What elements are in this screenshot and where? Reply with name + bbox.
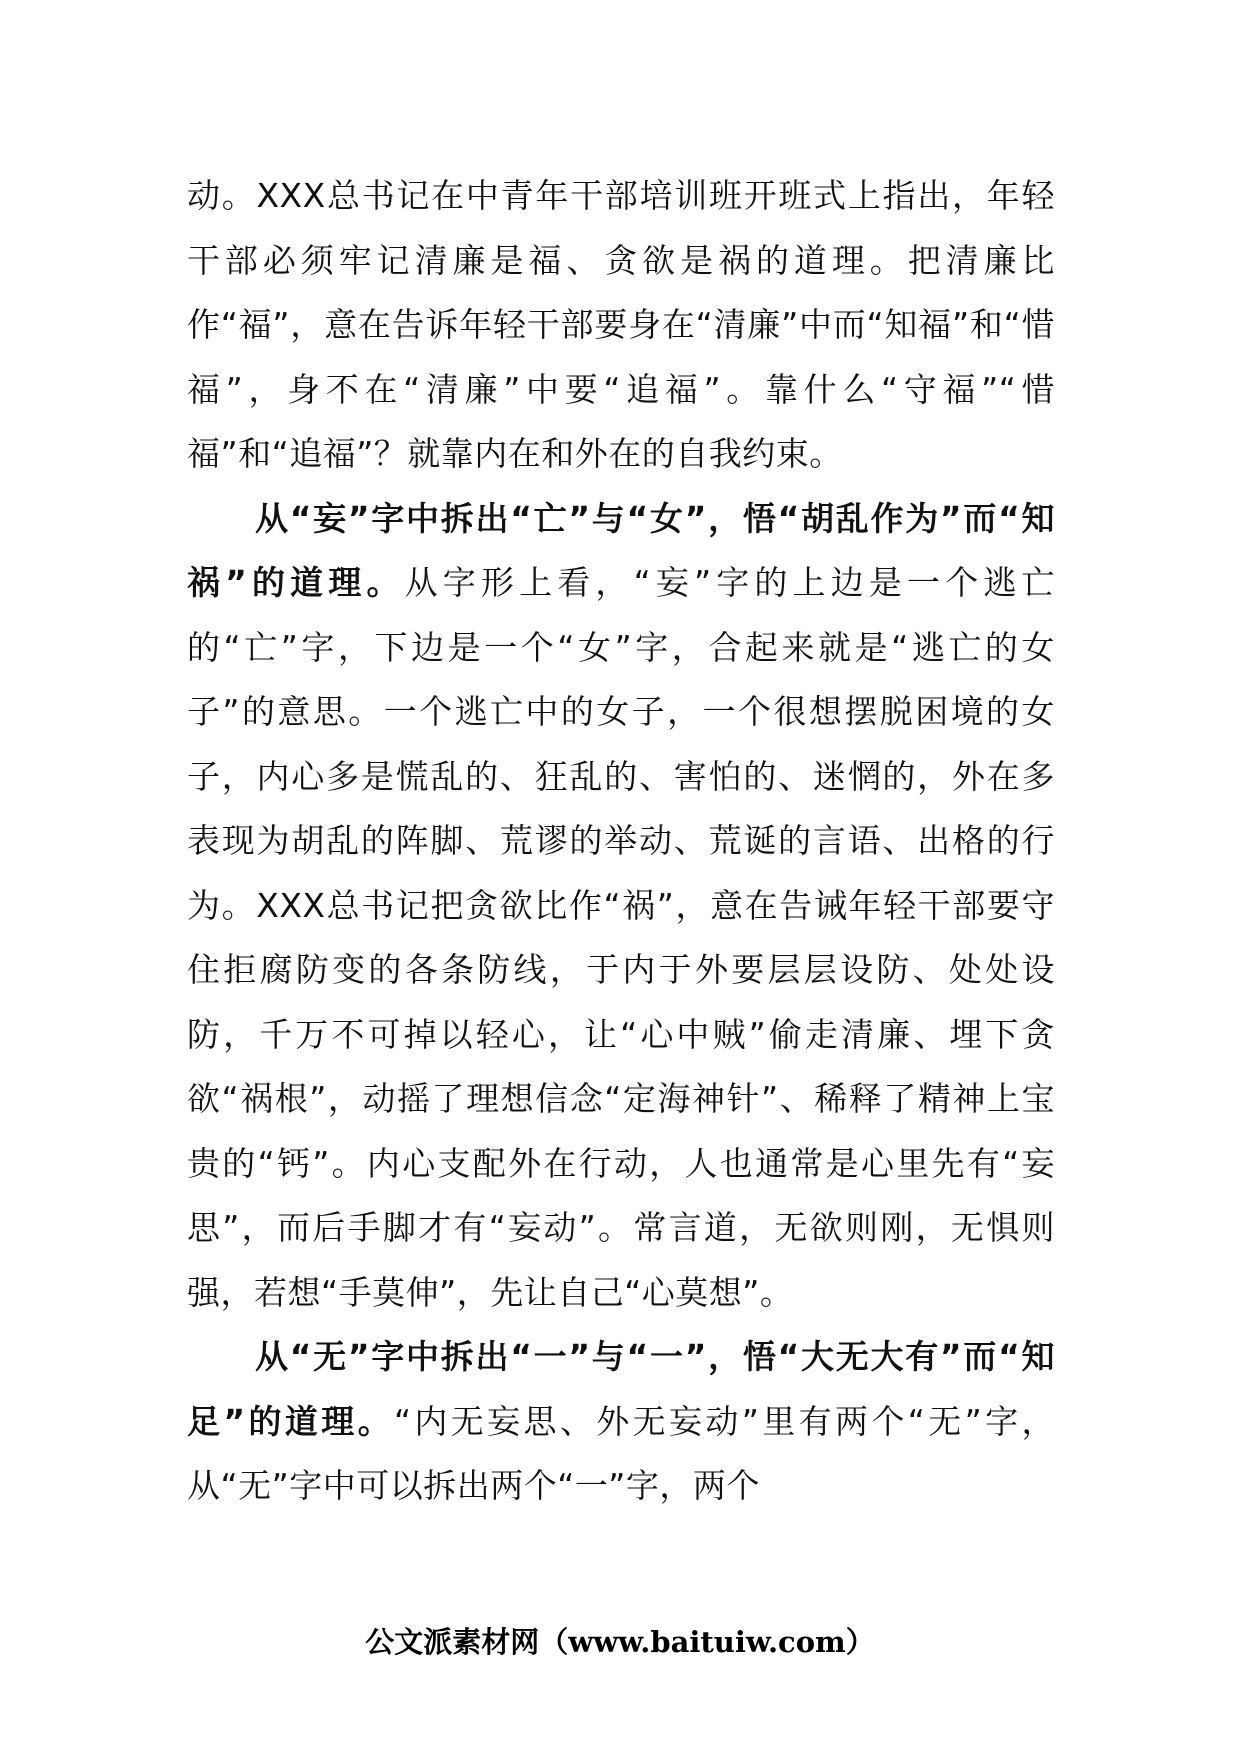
document-body <box>187 164 1055 1519</box>
paragraph-lead-heading: 从“无”字中拆出“一”与“一”，悟“大无大有”而“知足”的道理。 <box>187 1337 1055 1441</box>
page-footer-watermark: 公文派素材网（www.baituiw.com） <box>365 1625 875 1659</box>
paragraph-text: 动。XXX总书记在中青年干部培训班开班式上指出，年轻干部必须牢记清廉是福、贪欲是祸的道理。把清廉比作“福”，意在告诉年轻干部要身在“清廉”中而“知福”和“惜福”，身不在“清廉”中要“追福”。靠什么“守福”“惜福”和“追福”？就靠内在和外在的自我约束。 <box>187 176 1055 473</box>
paragraph-lead-heading: 从“妄”字中拆出“亡”与“女”，悟“胡乱作为”而“知祸”的道理。 <box>187 498 1055 602</box>
paragraph-text: “内无妄思、外无妄动”里有两个“无”字，从“无”字中可以拆出两个“一”字，两个 <box>187 1401 1055 1505</box>
paragraph-continuation <box>187 164 1055 487</box>
paragraph-wang <box>187 487 1055 1326</box>
paragraph-text: 从字形上看，“妄”字的上边是一个逃亡的“亡”字，下边是一个“女”字，合起来就是“逃亡的女子”的意思。一个逃亡中的女子，一个很想摆脱困境的女子，内心多是慌乱的、狂乱的、害怕的、迷惘的，外在多表现为胡乱的阵脚、荒谬的举动、荒诞的言语、出格的行为。XXX总书记把贪欲比作“祸”，意在告诫年轻干部要守住拒腐防变的各条防线，于内于外要层层设防、处处设防，千万不可掉以轻心，让“心中贼”偷走清廉、埋下贪欲“祸根”，动摇了理想信念“定海神针”、稀释了精神上宝贵的“钙”。内心支配外在行动，人也通常是心里先有“妄思”，而后手脚才有“妄动”。常言道，无欲则刚，无惧则强，若想“手莫伸”，先让自己“心莫想”。 <box>187 563 1055 1312</box>
paragraph-wu <box>187 1325 1055 1519</box>
